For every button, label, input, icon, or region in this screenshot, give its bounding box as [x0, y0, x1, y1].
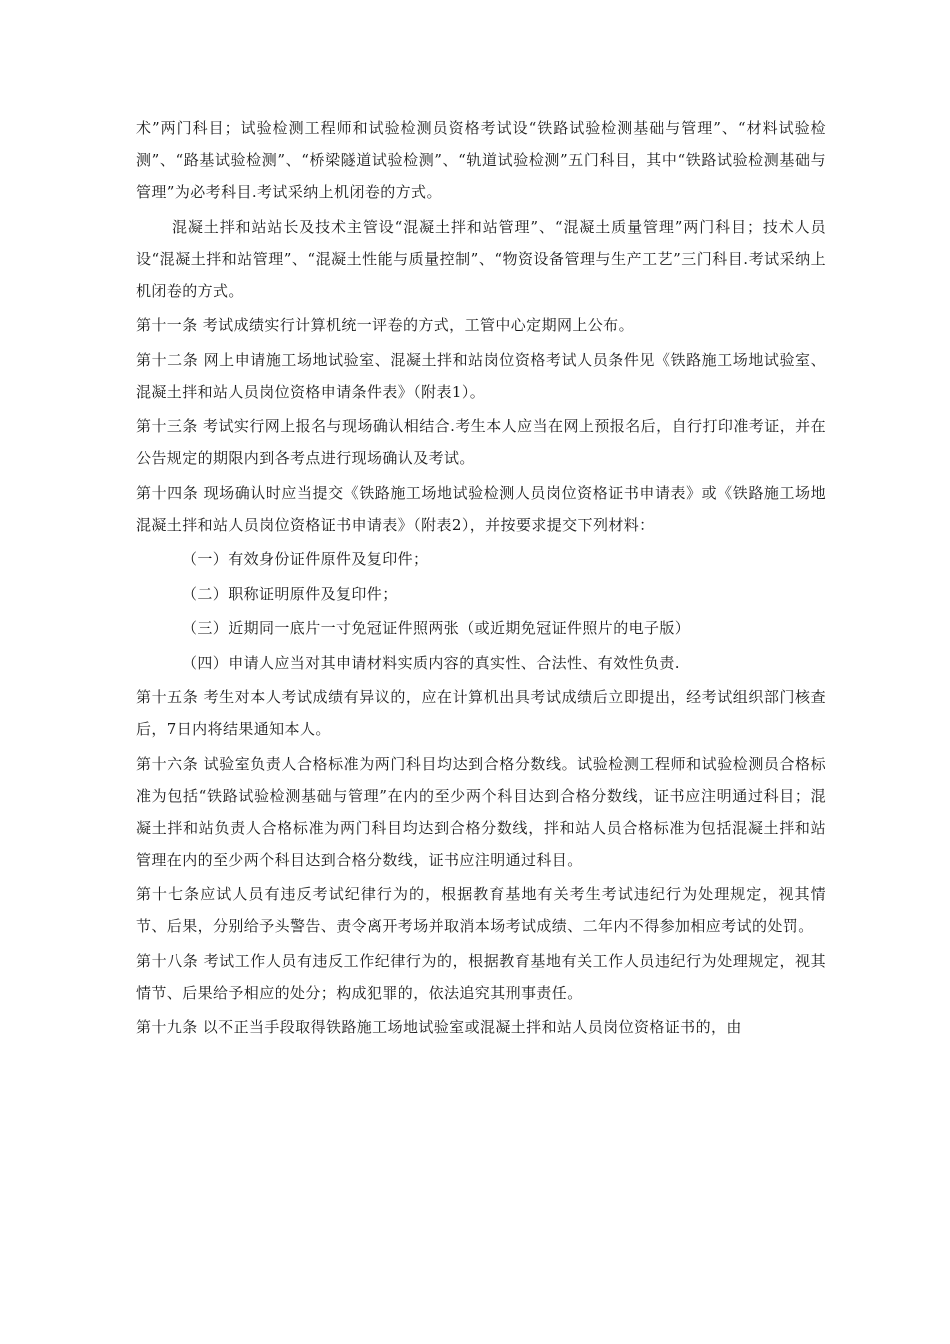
article-19: 第十九条 以不正当手段取得铁路施工场地试验室或混凝土拌和站人员岗位资格证书的，由: [136, 1018, 742, 1036]
article-16: 第十六条 试验室负责人合格标准为两门科目均达到合格分数线。试验检测工程师和试验检测员合格标准为包括“铁路试验检测基础与管理”在内的至少两个科目达到合格分数线，证书应注明通过科目；混凝土拌和站负责人合格标准为两门科目均达到合格分数线，拌和站人员合格标准为包括混凝土拌和站管理在内的至少两个科目达到合格分数线，证书应注明通过科目。: [136, 754, 826, 869]
paragraph-mixing-station-subjects: 混凝土拌和站站长及技术主管设“混凝土拌和站管理”、“混凝土质量管理”两门科目；技术人员设“混凝土拌和站管理”、“混凝土性能与质量控制”、“物资设备管理与生产工艺”三门科目.考试采纳上机闭卷的方式。: [136, 217, 826, 300]
article-18: 第十八条 考试工作人员有违反工作纪律行为的，根据教育基地有关工作人员违纪行为处理规定，视其情节、后果给予相应的处分；构成犯罪的，依法追究其刑事责任。: [136, 951, 826, 1002]
list-item-id-documents: （一）有效身份证件原件及复印件；: [182, 550, 429, 568]
list-item-title-certificate: （二）职称证明原件及复印件；: [182, 584, 398, 603]
article-15: 第十五条 考生对本人考试成绩有异议的，应在计算机出具考试成绩后立即提出，经考试组织部门核查后，7日内将结果通知本人。: [136, 688, 826, 738]
list-item-responsibility: （四）申请人应当对其申请材料实质内容的真实性、合法性、有效性负责.: [182, 653, 680, 672]
document-body: [136, 112, 826, 1046]
article-11: 第十一条 考试成绩实行计算机统一评卷的方式，工管中心定期网上公布。: [136, 316, 634, 334]
article-14: 第十四条 现场确认时应当提交《铁路施工场地试验检测人员岗位资格证书申请表》或《铁路施工场地混凝土拌和站人员岗位资格证书申请表》（附表2），并按要求提交下列材料：: [136, 483, 826, 534]
list-item-photos: （三）近期同一底片一寸免冠证件照两张（或近期免冠证件照片的电子版）: [182, 619, 691, 637]
article-17: 第十七条应试人员有违反考试纪律行为的，根据教育基地有关考生考试违纪行为处理规定，视其情节、后果，分别给予头警告、责令离开考场并取消本场考试成绩、二年内不得参加相应考试的处罚。: [136, 885, 826, 935]
article-13: 第十三条 考试实行网上报名与现场确认相结合.考生本人应当在网上预报名后，自行打印准考证，并在公告规定的期限内到各考点进行现场确认及考试。: [136, 417, 826, 467]
article-12: 第十二条 网上申请施工场地试验室、混凝土拌和站岗位资格考试人员条件见《铁路施工场地试验室、混凝土拌和站人员岗位资格申请条件表》（附表1）。: [136, 350, 826, 401]
paragraph-exam-subjects: 术”两门科目；试验检测工程师和试验检测员资格考试设“铁路试验检测基础与管理”、“材料试验检测”、“路基试验检测”、“桥梁隧道试验检测”、“轨道试验检测”五门科目，其中“铁路试验检测基础与管理”为必考科目.考试采纳上机闭卷的方式。: [136, 119, 826, 201]
